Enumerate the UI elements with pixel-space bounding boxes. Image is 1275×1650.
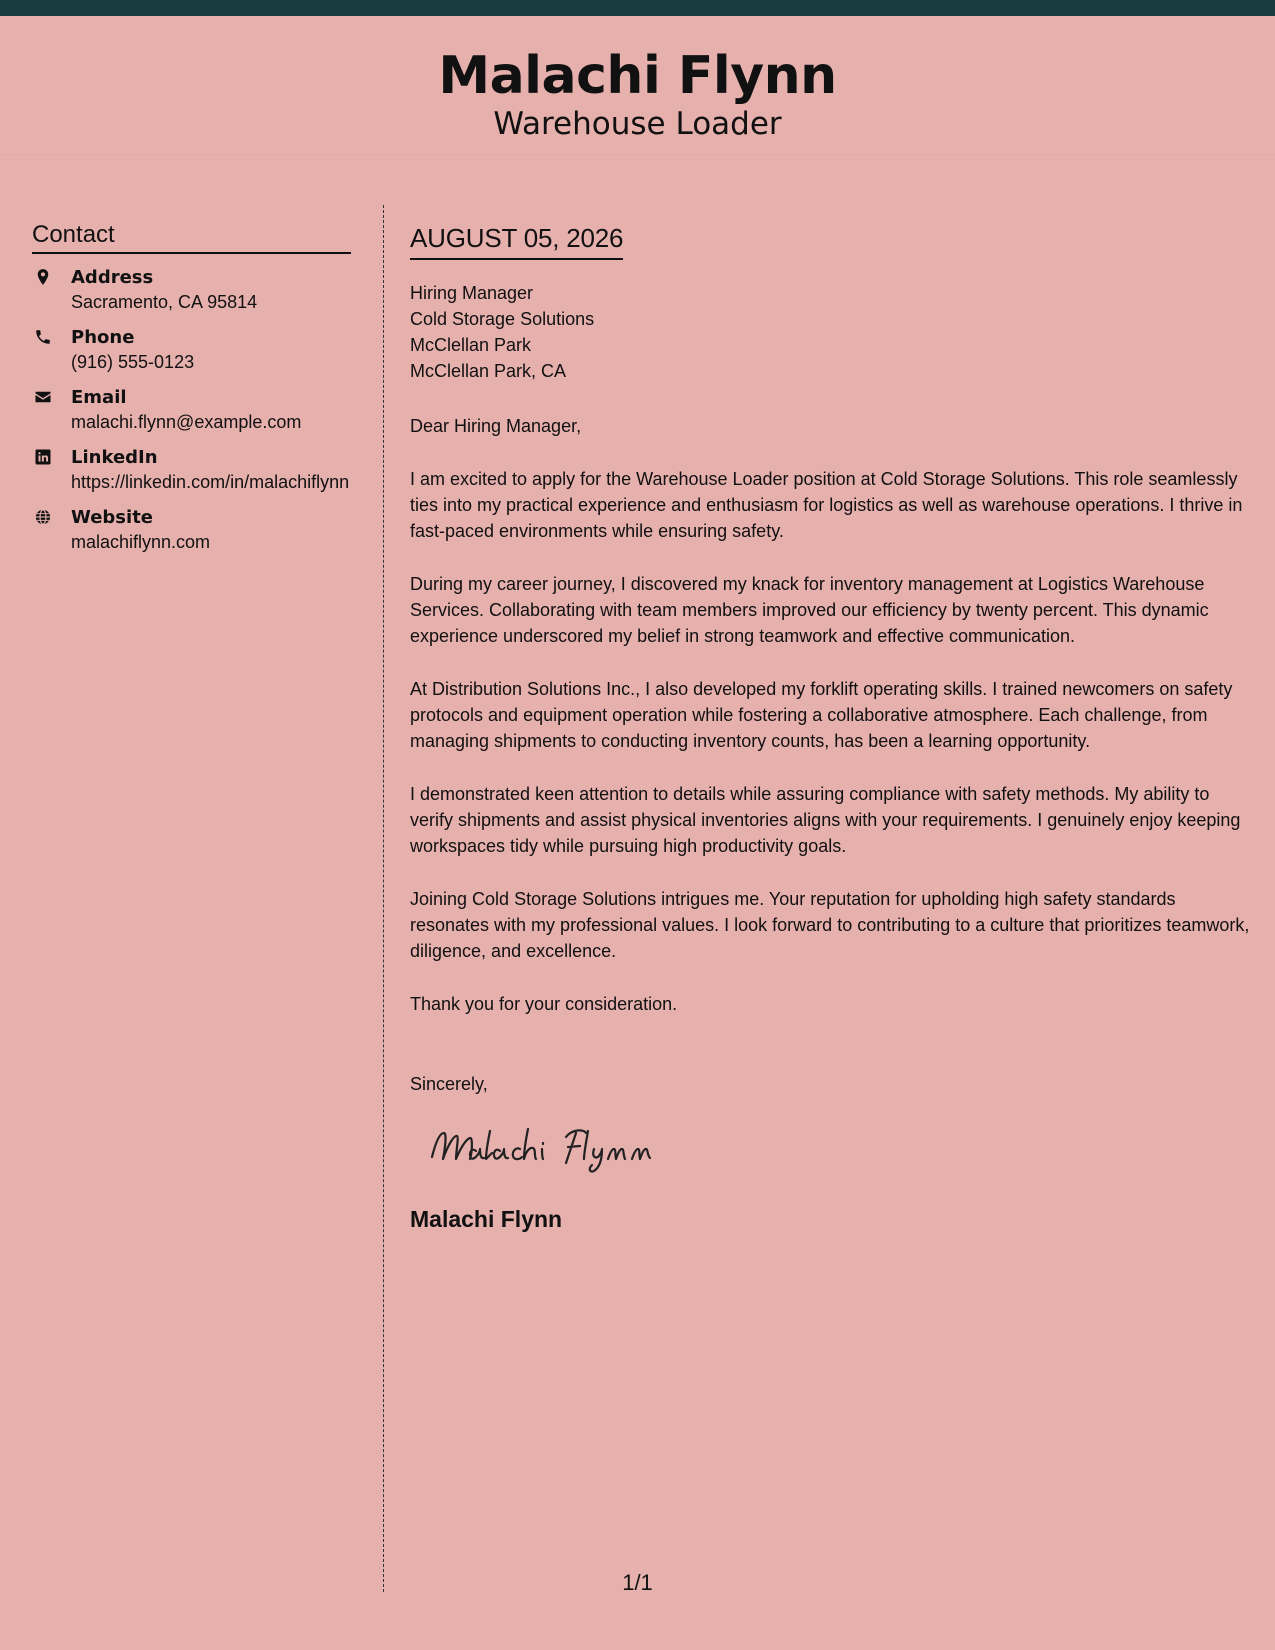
sign-off: Sincerely, [410, 1074, 488, 1094]
letter-paragraph: I am excited to apply for the Warehouse Loader position at Cold Storage Solutions. This role seamlessly ties into my practical experience and enthusiasm for logistics as well as warehouse operations. I thrive in fast-paced environments while ensuring safety. [410, 469, 1243, 541]
contact-address [32, 266, 351, 314]
recipient-line: Cold Storage Solutions [410, 309, 595, 329]
email-label: Email [71, 387, 127, 408]
linkedin-icon [34, 448, 52, 466]
contact-heading: Contact [32, 220, 351, 254]
letter-body [410, 222, 1250, 1234]
letter-paragraph: I demonstrated keen attention to details while assuring compliance with safety methods. My ability to verify shipments and assist physical inventories aligns with your requirements. I genuinely enjoy keeping workspaces tidy while pursuing high productivity goals. [410, 784, 1241, 856]
envelope-icon [34, 388, 52, 406]
column-divider [383, 205, 384, 1592]
closing-note: Thank you for your consideration. [410, 994, 678, 1014]
linkedin-label: LinkedIn [71, 447, 158, 468]
page-header [0, 16, 1275, 155]
letter-paragraph: At Distribution Solutions Inc., I also developed my forklift operating skills. I trained newcomers on safety protocols and equipment operation while fostering a collaborative atmosphere. Each challenge, from managing shipments to conducting inventory counts, has been a learning opportunity. [410, 679, 1233, 751]
globe-icon [34, 508, 52, 526]
phone-value: (916) 555-0123 [71, 352, 195, 372]
phone-icon [34, 328, 52, 346]
contact-email [32, 386, 351, 434]
map-pin-icon [34, 268, 52, 286]
applicant-name: Malachi Flynn [438, 46, 837, 106]
applicant-role: Warehouse Loader [493, 106, 782, 142]
handwritten-signature [426, 1119, 666, 1175]
address-value: Sacramento, CA 95814 [71, 292, 258, 312]
letter-date: AUGUST 05, 2026 [410, 222, 623, 260]
salutation: Dear Hiring Manager, [410, 416, 582, 436]
recipient-line: McClellan Park, CA [410, 361, 567, 381]
typed-signature-name: Malachi Flynn [410, 1206, 563, 1232]
email-value: malachi.flynn@example.com [71, 412, 302, 432]
top-accent-bar [0, 0, 1275, 16]
contact-linkedin [32, 446, 351, 494]
recipient-block [410, 280, 1250, 384]
letter-paragraph: During my career journey, I discovered my knack for inventory management at Logistics Warehouse Services. Collaborating with team members improved our efficiency by twenty percent. This dynamic experience underscored my belief in strong teamwork and effective communication. [410, 574, 1209, 646]
phone-label: Phone [71, 327, 135, 348]
address-label: Address [71, 267, 154, 288]
contact-website [32, 506, 351, 554]
page-number: 1/1 [622, 1570, 653, 1595]
recipient-line: McClellan Park [410, 335, 532, 355]
contact-phone [32, 326, 351, 374]
website-label: Website [71, 507, 154, 528]
linkedin-value: https://linkedin.com/in/malachiflynn [71, 472, 350, 492]
recipient-line: Hiring Manager [410, 283, 534, 303]
contact-sidebar [32, 220, 351, 566]
letter-paragraph: Joining Cold Storage Solutions intrigues me. Your reputation for upholding high safety standards resonates with my professional values. I look forward to contributing to a culture that prioritizes teamwork, diligence, and excellence. [410, 889, 1250, 961]
website-value: malachiflynn.com [71, 532, 211, 552]
